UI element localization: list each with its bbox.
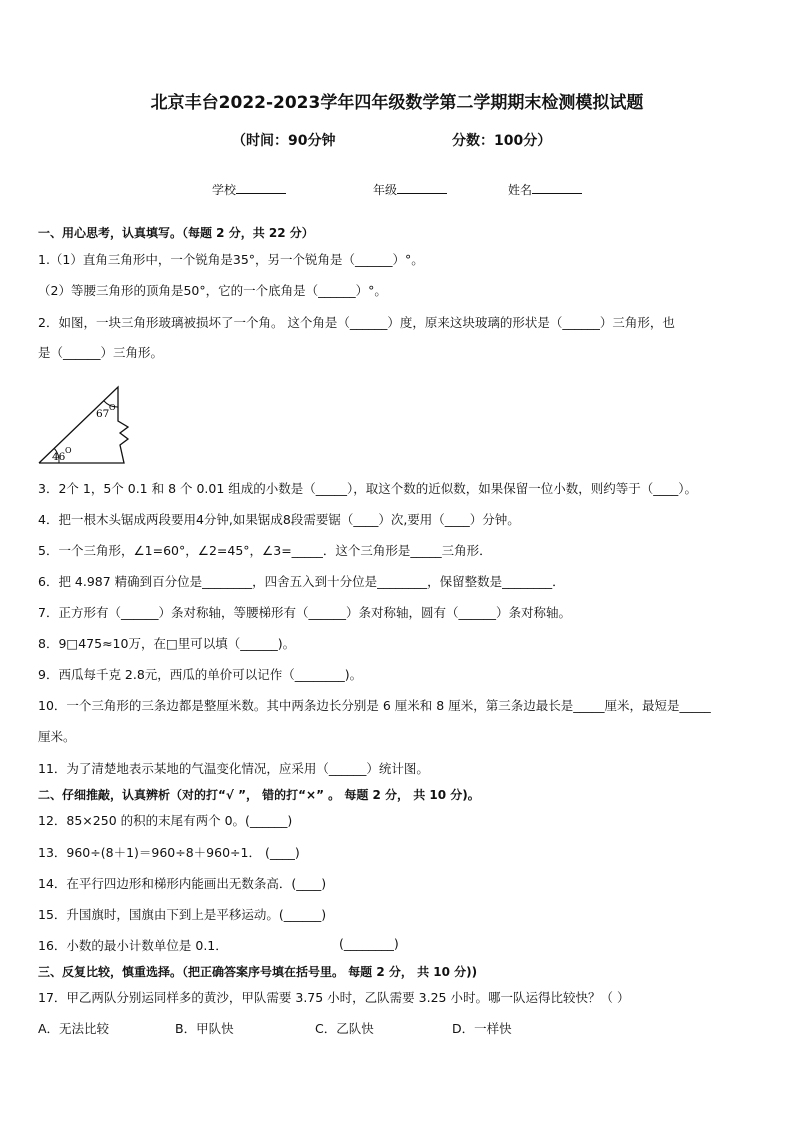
broken-triangle-svg xyxy=(36,381,136,467)
question-10b: 厘米。 xyxy=(38,729,76,744)
question-4: 4．把一根木头锯成两段要用4分钟,如果锯成8段需要锯（____）次,要用（____）分钟。 xyxy=(38,512,520,527)
option-b: B．甲队快 xyxy=(175,1021,234,1036)
option-d: D．一样快 xyxy=(452,1021,512,1036)
question-5: 5．一个三角形，∠1=60°，∠2=45°，∠3=_____．这个三角形是_____三角形． xyxy=(38,543,492,558)
question-17: 17．甲乙两队分别运同样多的黄沙，甲队需要 3.75 小时，乙队需要 3.25 小时。哪一队运得比较快？（ ） xyxy=(38,990,630,1005)
question-14: 14．在平行四边形和梯形内能画出无数条高．(____) xyxy=(38,876,327,891)
question-15: 15．升国旗时，国旗由下到上是平移运动。(______) xyxy=(38,907,327,922)
question-13: 13．960÷(8＋1)＝960÷8＋960÷1． (____) xyxy=(38,845,300,860)
question-9: 9．西瓜每千克 2.8元，西瓜的单价可以记作（________)。 xyxy=(38,667,363,682)
question-11: 11．为了清楚地表示某地的气温变化情况，应采用（______）统计图。 xyxy=(38,761,429,776)
bottom-angle-degree: O xyxy=(65,446,72,455)
section-3-heading: 三、反复比较，慎重选择。（把正确答案序号填在括号里。 每题 2 分， 共 10 分)) xyxy=(38,965,478,979)
school-label: 学校 xyxy=(212,183,237,197)
section-1-heading: 一、用心思考，认真填写。（每题 2 分，共 22 分） xyxy=(38,226,314,240)
question-12: 12．85×250 的积的末尾有两个 0。(______) xyxy=(38,813,293,828)
question-2a: 2．如图，一块三角形玻璃被损坏了一个角。 这个角是（______）度，原来这块玻璃的形状是（______）三角形，也 xyxy=(38,315,675,330)
question-7: 7．正方形有（______）条对称轴，等腰梯形有（______）条对称轴，圆有（______）条对称轴。 xyxy=(38,605,571,620)
name-field xyxy=(508,181,582,198)
school-field xyxy=(212,181,286,198)
exam-time: （时间：90分钟 xyxy=(232,133,336,149)
question-1a: 1.（1）直角三角形中，一个锐角是35°，另一个锐角是（______）°。 xyxy=(38,252,424,267)
question-3: 3．2个 1，5个 0.1 和 8 个 0.01 组成的小数是（_____），取这个数的近似数，如果保留一位小数，则约等于（____）。 xyxy=(38,481,698,496)
top-angle-degree: O xyxy=(109,403,116,412)
question-1b: （2）等腰三角形的顶角是50°，它的一个底角是（______）°。 xyxy=(38,283,387,298)
option-a: A．无法比较 xyxy=(38,1021,110,1036)
question-2b: 是（______）三角形。 xyxy=(38,345,164,360)
grade-blank xyxy=(397,181,447,194)
grade-field xyxy=(373,181,447,198)
triangle-figure xyxy=(36,381,136,467)
question-16-blank: (________) xyxy=(339,936,399,951)
bottom-angle-label: 46 xyxy=(52,451,66,463)
question-16: 16．小数的最小计数单位是 0.1． xyxy=(38,938,228,953)
question-10a: 10．一个三角形的三条边都是整厘米数。其中两条边长分别是 6 厘米和 8 厘米，第三条边最长是_____厘米，最短是_____ xyxy=(38,698,711,713)
question-6: 6．把 4.987 精确到百分位是________，四舍五入到十分位是________，保留整数是________． xyxy=(38,574,565,589)
grade-label: 年级 xyxy=(373,183,398,197)
name-blank xyxy=(532,181,582,194)
page-title: 北京丰台2022-2023学年四年级数学第二学期期末检测模拟试题 xyxy=(150,93,644,113)
name-label: 姓名 xyxy=(508,183,533,197)
question-8: 8．9□475≈10万，在□里可以填（______)。 xyxy=(38,636,296,651)
exam-score: 分数：100分） xyxy=(452,133,552,149)
school-blank xyxy=(236,181,286,194)
top-angle-label: 67 xyxy=(96,408,110,420)
section-2-heading: 二、仔细推敲，认真辨析（对的打“√ ”， 错的打“×” 。 每题 2 分， 共 10 分)。 xyxy=(38,788,480,802)
option-c: C．乙队快 xyxy=(315,1021,374,1036)
